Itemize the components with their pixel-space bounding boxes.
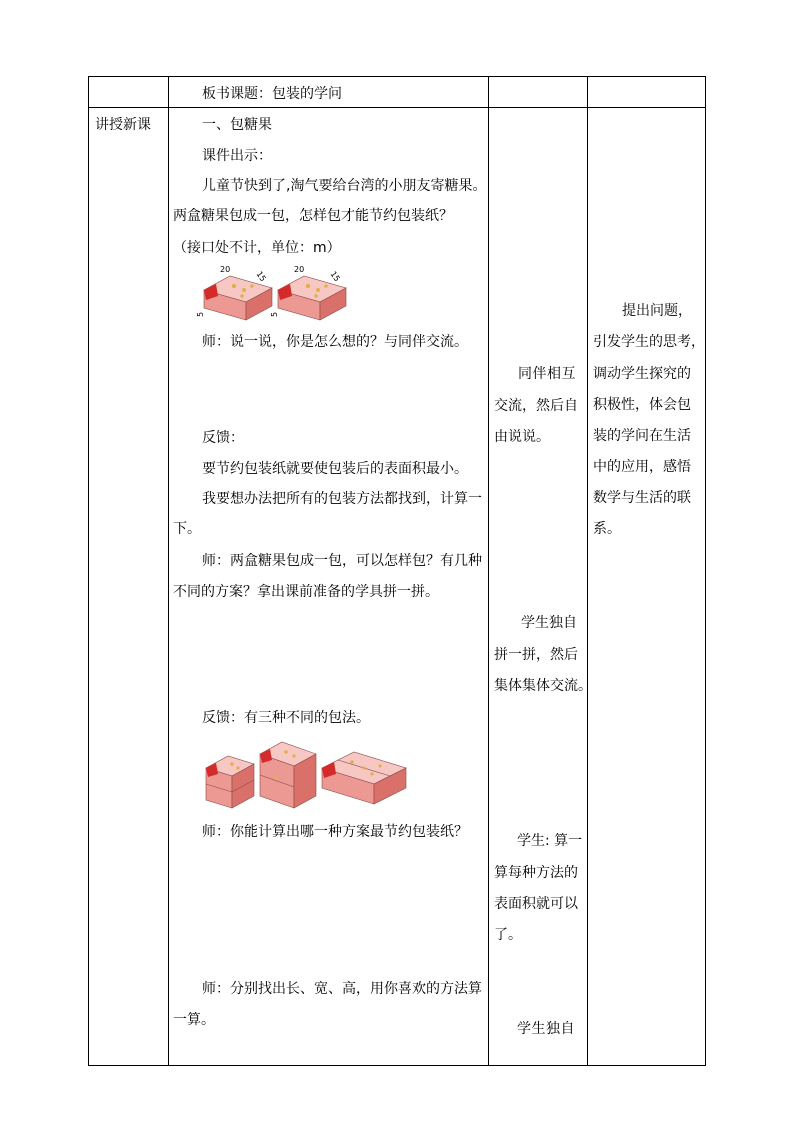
candy-icon (324, 284, 328, 288)
header-row-divider (88, 107, 706, 108)
design-intent-line: 引发学生的思考， (593, 334, 705, 350)
content-line: 儿童节快到了,淘气要给台湾的小朋友寄糖果。 (202, 178, 487, 194)
student-activity-line: 学生: 算一 (517, 833, 583, 849)
table-border-right (705, 76, 706, 1066)
candy-icon (316, 288, 320, 292)
content-line: 两盒糖果包成一包，怎样包才能节约包装纸？ (173, 208, 453, 224)
col-divider-3 (587, 76, 588, 1066)
dim-width-label: 15 (328, 269, 342, 284)
content-line: 要节约包装纸就要使包装后的表面积最小。 (202, 461, 468, 477)
content-line: 一、包糖果 (202, 117, 272, 133)
col-divider-1 (168, 76, 169, 1066)
content-line: （接口处不计，单位：m） (173, 240, 341, 256)
candy-icon (250, 284, 254, 288)
design-intent-line: 提出问题， (622, 303, 692, 319)
packing-option-stacked (206, 756, 254, 808)
student-activity-line: 学生独自 (517, 1021, 575, 1037)
design-intent-line: 调动学生探究的 (593, 366, 691, 382)
candy-icon (242, 288, 246, 292)
content-line: 师：两盒糖果包成一包，可以怎样包？有几种 (202, 553, 482, 569)
content-line: 一算。 (173, 1012, 215, 1028)
student-activity-line: 集体集体交流。 (494, 678, 592, 694)
content-line: 反馈： (202, 430, 244, 446)
section-label: 讲授新课 (95, 117, 151, 133)
content-line: 我要想办法把所有的包装方法都找到，计算一 (202, 491, 482, 507)
content-line: 不同的方案？拿出课前准备的学具拼一拼。 (173, 584, 439, 600)
packing-options-svg (204, 738, 408, 814)
packing-option-side-by-side (322, 752, 406, 804)
dim-width-label: 15 (254, 269, 268, 284)
content-line: 课件出示： (202, 148, 272, 164)
design-intent-line: 中的应用，感悟 (593, 459, 691, 475)
student-activity-line: 同伴相互 (518, 366, 576, 382)
student-activity-line: 了。 (494, 927, 522, 943)
design-intent-line: 数学与生活的联 (593, 490, 691, 506)
lesson-table (88, 76, 706, 1066)
packing-option-upright (260, 742, 316, 808)
content-line: 师：分别找出长、宽、高，用你喜欢的方法算 (202, 981, 482, 997)
table-border-top (88, 76, 706, 77)
student-activity-line: 算每种方法的 (494, 865, 578, 881)
student-activity-line: 交流，然后自 (494, 398, 578, 414)
dim-height-label: 5 (196, 311, 206, 318)
student-activity-line: 拼一拼，然后 (494, 647, 578, 663)
col-divider-2 (488, 76, 489, 1066)
dim-height-label: 5 (270, 311, 280, 318)
content-line: 师：说一说，你是怎么想的？与同伴交流。 (202, 334, 468, 350)
candy-icon (232, 284, 236, 288)
content-line: 下。 (173, 521, 201, 537)
dim-length-label: 20 (294, 265, 305, 274)
content-line: 师：你能计算出哪一种方案最节约包装纸？ (202, 824, 468, 840)
content-line: 反馈：有三种不同的包法。 (202, 710, 370, 726)
packing-options-illustration (204, 738, 408, 814)
candy-icon (314, 294, 318, 298)
table-border-left (88, 76, 89, 1066)
candy-icon (306, 284, 310, 288)
candy-box-illustration-pair (196, 264, 350, 326)
candy-icon (240, 294, 244, 298)
student-activity-line: 学生独自 (521, 615, 577, 631)
student-activity-line: 由说说。 (494, 429, 550, 445)
dim-length-label: 20 (220, 265, 231, 274)
student-activity-line: 表面积就可以 (494, 896, 578, 912)
table-border-bottom (88, 1065, 706, 1066)
design-intent-line: 积极性，体会包 (593, 397, 691, 413)
design-intent-line: 系。 (593, 521, 621, 537)
board-title: 板书课题：包装的学问 (202, 86, 342, 102)
design-intent-line: 装的学问在生活 (593, 428, 691, 444)
